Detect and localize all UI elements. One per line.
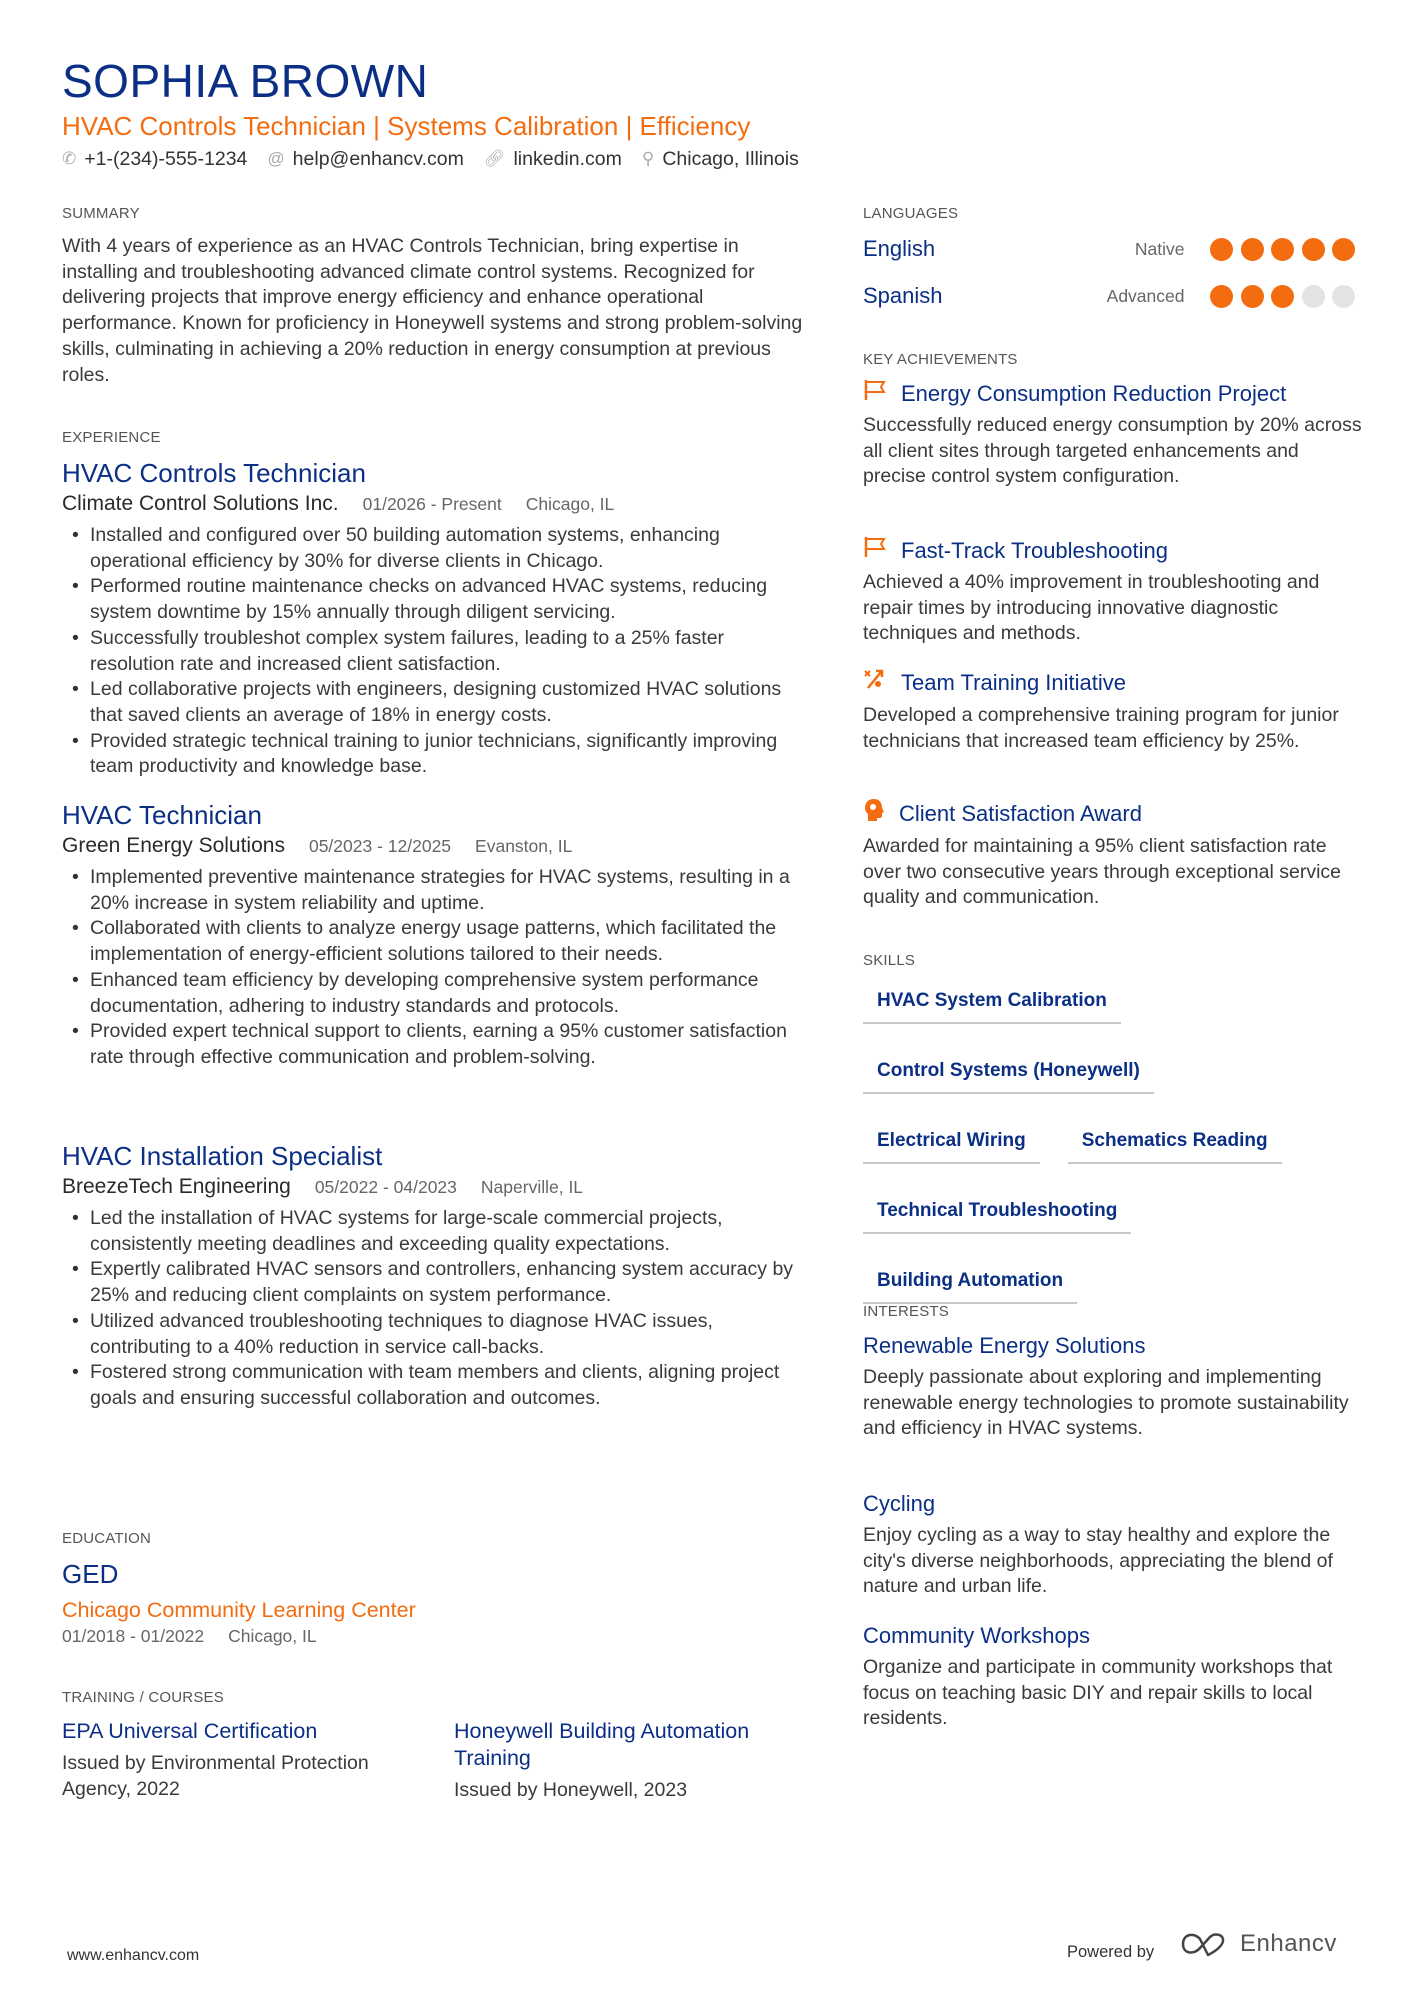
language-row [863,234,1355,264]
bullet-item: • Led collaborative projects with engineers, designing customized HVAC solutions that saved clients an average of 18% in energy costs. [62,677,812,728]
achievement-title: Energy Consumption Reduction Project [901,381,1287,406]
interest-item [863,1621,1363,1732]
interests-heading: INTERESTS [863,1303,949,1320]
bullet-item: • Successfully troubleshot complex system failures, leading to a 25% faster resolution rate and increased client satisfaction. [62,626,812,677]
skill-tag: Technical Troubleshooting [863,1192,1131,1234]
achievement-title: Client Satisfaction Award [899,801,1142,826]
location-text: Chicago, Illinois [662,148,799,170]
achievement-header [863,536,1363,566]
contact-location [642,146,799,172]
skill-tag: Building Automation [863,1262,1077,1304]
course-issuer: Issued by Environmental Protection Agency, 2022 [62,1752,369,1800]
rating-dot [1210,285,1233,308]
achievement-desc: Developed a comprehensive training program for junior technicians that increased team efficiency by 25%. [863,704,1339,752]
company-name: Climate Control Solutions Inc. [62,492,339,515]
interest-desc: Enjoy cycling as a way to stay healthy and explore the city's diverse neighborhoods, appreciating the blend of nature and urban life. [863,1524,1333,1598]
bullet-item: • Implemented preventive maintenance strategies for HVAC systems, resulting in a 20% increase in system reliability and uptime. [62,865,812,916]
training-heading: TRAINING / COURSES [62,1689,224,1706]
rating-dot [1241,285,1264,308]
rating-dot [1241,238,1264,261]
job-location: Naperville, IL [480,1177,584,1197]
achievement-item [863,667,1363,754]
bullet-item: • Installed and configured over 50 building automation systems, enhancing operational efficiency by 30% for diverse clients in Chicago. [62,523,812,574]
language-name: English [863,236,936,261]
powered-by: Powered by [1067,1943,1155,1961]
company-name: BreezeTech Engineering [62,1175,291,1198]
enhancv-wordmark: Enhancv [1240,1930,1337,1957]
course-issuer: Issued by Honeywell, 2023 [454,1779,688,1801]
language-level: Native [1134,238,1185,259]
interest-desc: Deeply passionate about exploring and implementing renewable energy technologies to promote sustainability and efficiency in HVAC systems. [863,1366,1349,1440]
achievement-item [863,536,1363,647]
email-text: help@enhancv.com [292,148,464,170]
location-icon: ⚲ [641,149,655,168]
footer-url[interactable]: www.enhancv.com [67,1947,200,1964]
language-row [863,281,1355,311]
education-location: Chicago, IL [228,1626,317,1646]
head-icon [863,798,885,830]
skill-tag: HVAC System Calibration [863,982,1121,1024]
rating-dot [1332,285,1355,308]
interest-desc: Organize and participate in community workshops that focus on teaching basic DIY and repair skills to local residents. [863,1656,1333,1730]
job-title: HVAC Installation Specialist [62,1141,383,1171]
phone-icon: ✆ [62,149,77,168]
achievement-title: Team Training Initiative [901,670,1126,695]
job-bullets [62,865,812,1071]
course-title: EPA Universal Certification [62,1719,318,1743]
rating-dot [1210,238,1233,261]
bullet-item: • Enhanced team efficiency by developing comprehensive system performance documentation, adhering to industry standards and protocols. [62,968,812,1019]
achievement-header [863,798,1363,830]
rating-dot [1332,238,1355,261]
job-entry [62,458,812,780]
bullet-item: • Provided strategic technical training to junior technicians, significantly improving team productivity and knowledge base. [62,729,812,780]
rating-dot [1271,285,1294,308]
bullet-item: • Utilized advanced troubleshooting techniques to diagnose HVAC issues, contributing to a 40% reduction in service call-backs. [62,1309,812,1360]
bullet-item: • Led the installation of HVAC systems for large-scale commercial projects, consistently meeting deadlines and exceeding quality expectations. [62,1206,812,1257]
flag-icon [863,536,887,566]
degree: GED [62,1559,119,1589]
bullet-item: • Fostered strong communication with team members and clients, aligning project goals and ensuring successful collaboration and outcomes. [62,1360,812,1411]
language-level: Advanced [1106,285,1185,306]
skill-tag: Electrical Wiring [863,1122,1040,1164]
flag-icon [863,379,887,409]
course-item [454,1718,794,1804]
job-location: Evanston, IL [475,836,573,856]
education-heading: EDUCATION [62,1530,152,1547]
job-title: HVAC Controls Technician [62,458,366,488]
interest-item [863,1489,1363,1600]
achievement-title: Fast-Track Troubleshooting [901,538,1168,563]
achievement-desc: Awarded for maintaining a 95% client satisfaction rate over two consecutive years through exceptional service quality and communication. [863,835,1341,909]
rating-dot [1302,285,1325,308]
link-icon: 🔗︎ [483,149,506,168]
course-item [62,1718,392,1802]
phone-text: +1-(234)-555-1234 [84,148,248,170]
strategy-icon [863,667,887,699]
languages-heading: LANGUAGES [863,205,959,222]
language-name: Spanish [863,283,943,308]
job-meta [62,830,812,862]
headline: HVAC Controls Technician | Systems Calibration | Efficiency [62,111,751,141]
job-bullets [62,523,812,780]
achievement-item [863,379,1363,490]
course-title: Honeywell Building Automation Training [454,1719,750,1770]
bullet-item: • Expertly calibrated HVAC sensors and controllers, enhancing system accuracy by 25% and reducing client complaints on system performance. [62,1257,812,1308]
enhancv-logo-icon [1180,1931,1228,1957]
education-meta [62,1625,317,1647]
experience-heading: EXPERIENCE [62,429,161,446]
job-entry [62,800,812,1071]
summary-text: With 4 years of experience as an HVAC Controls Technician, bring expertise in installing and troubleshooting advanced climate control systems. Recognized for delivering projects that improve energy efficiency and enhance operational performance. Known for proficiency in Honeywell systems and strong problem-solving skills, culminating in achieving a 20% reduction in energy consumption at previous roles. [62,235,803,386]
contact-phone[interactable] [62,146,247,172]
contact-link[interactable] [484,146,622,172]
job-bullets [62,1206,812,1412]
company-name: Green Energy Solutions [62,834,285,857]
interest-item [863,1331,1363,1442]
candidate-name: SOPHIA BROWN [62,55,429,107]
link-text: linkedin.com [513,148,622,170]
bullet-item: • Collaborated with clients to analyze energy usage patterns, which facilitated the implementation of energy-efficient solutions tailored to their needs. [62,916,812,967]
bullet-item: • Performed routine maintenance checks on advanced HVAC systems, reducing system downtime by 15% annually through diligent servicing. [62,574,812,625]
contact-email[interactable] [267,146,463,172]
job-meta [62,1171,812,1203]
achievement-header [863,379,1363,409]
skill-tag: Schematics Reading [1068,1122,1282,1164]
bullet-item: • Provided expert technical support to clients, earning a 95% customer satisfaction rate through effective communication and problem-solving. [62,1019,812,1070]
skills-heading: SKILLS [863,952,916,969]
rating-dot [1302,238,1325,261]
interest-title: Cycling [863,1491,936,1516]
rating-dot [1271,238,1294,261]
school: Chicago Community Learning Center [62,1598,416,1622]
job-entry [62,1141,812,1412]
education-dates: 01/2018 - 01/2022 [62,1626,205,1646]
skill-tag: Control Systems (Honeywell) [863,1052,1154,1094]
summary-heading: SUMMARY [62,205,140,222]
job-location: Chicago, IL [525,494,615,514]
achievement-desc: Achieved a 40% improvement in troubleshooting and repair times by introducing innovative diagnostic techniques and methods. [863,571,1320,645]
job-meta [62,488,812,520]
interest-title: Renewable Energy Solutions [863,1333,1146,1358]
job-dates: 01/2026 - Present [362,494,502,514]
job-dates: 05/2022 - 04/2023 [314,1177,457,1197]
contact-bar [62,146,799,172]
achievement-desc: Successfully reduced energy consumption by 20% across all client sites through targeted enhancements and precise control system configuration. [863,414,1362,488]
skills-list [863,982,1363,1304]
achievement-header [863,667,1363,699]
achievement-item [863,798,1363,911]
achievements-heading: KEY ACHIEVEMENTS [863,351,1018,368]
at-icon: @ [267,149,285,168]
interest-title: Community Workshops [863,1623,1090,1648]
enhancv-logo[interactable] [1180,1930,1337,1958]
job-title: HVAC Technician [62,800,262,830]
job-dates: 05/2023 - 12/2025 [308,836,452,856]
